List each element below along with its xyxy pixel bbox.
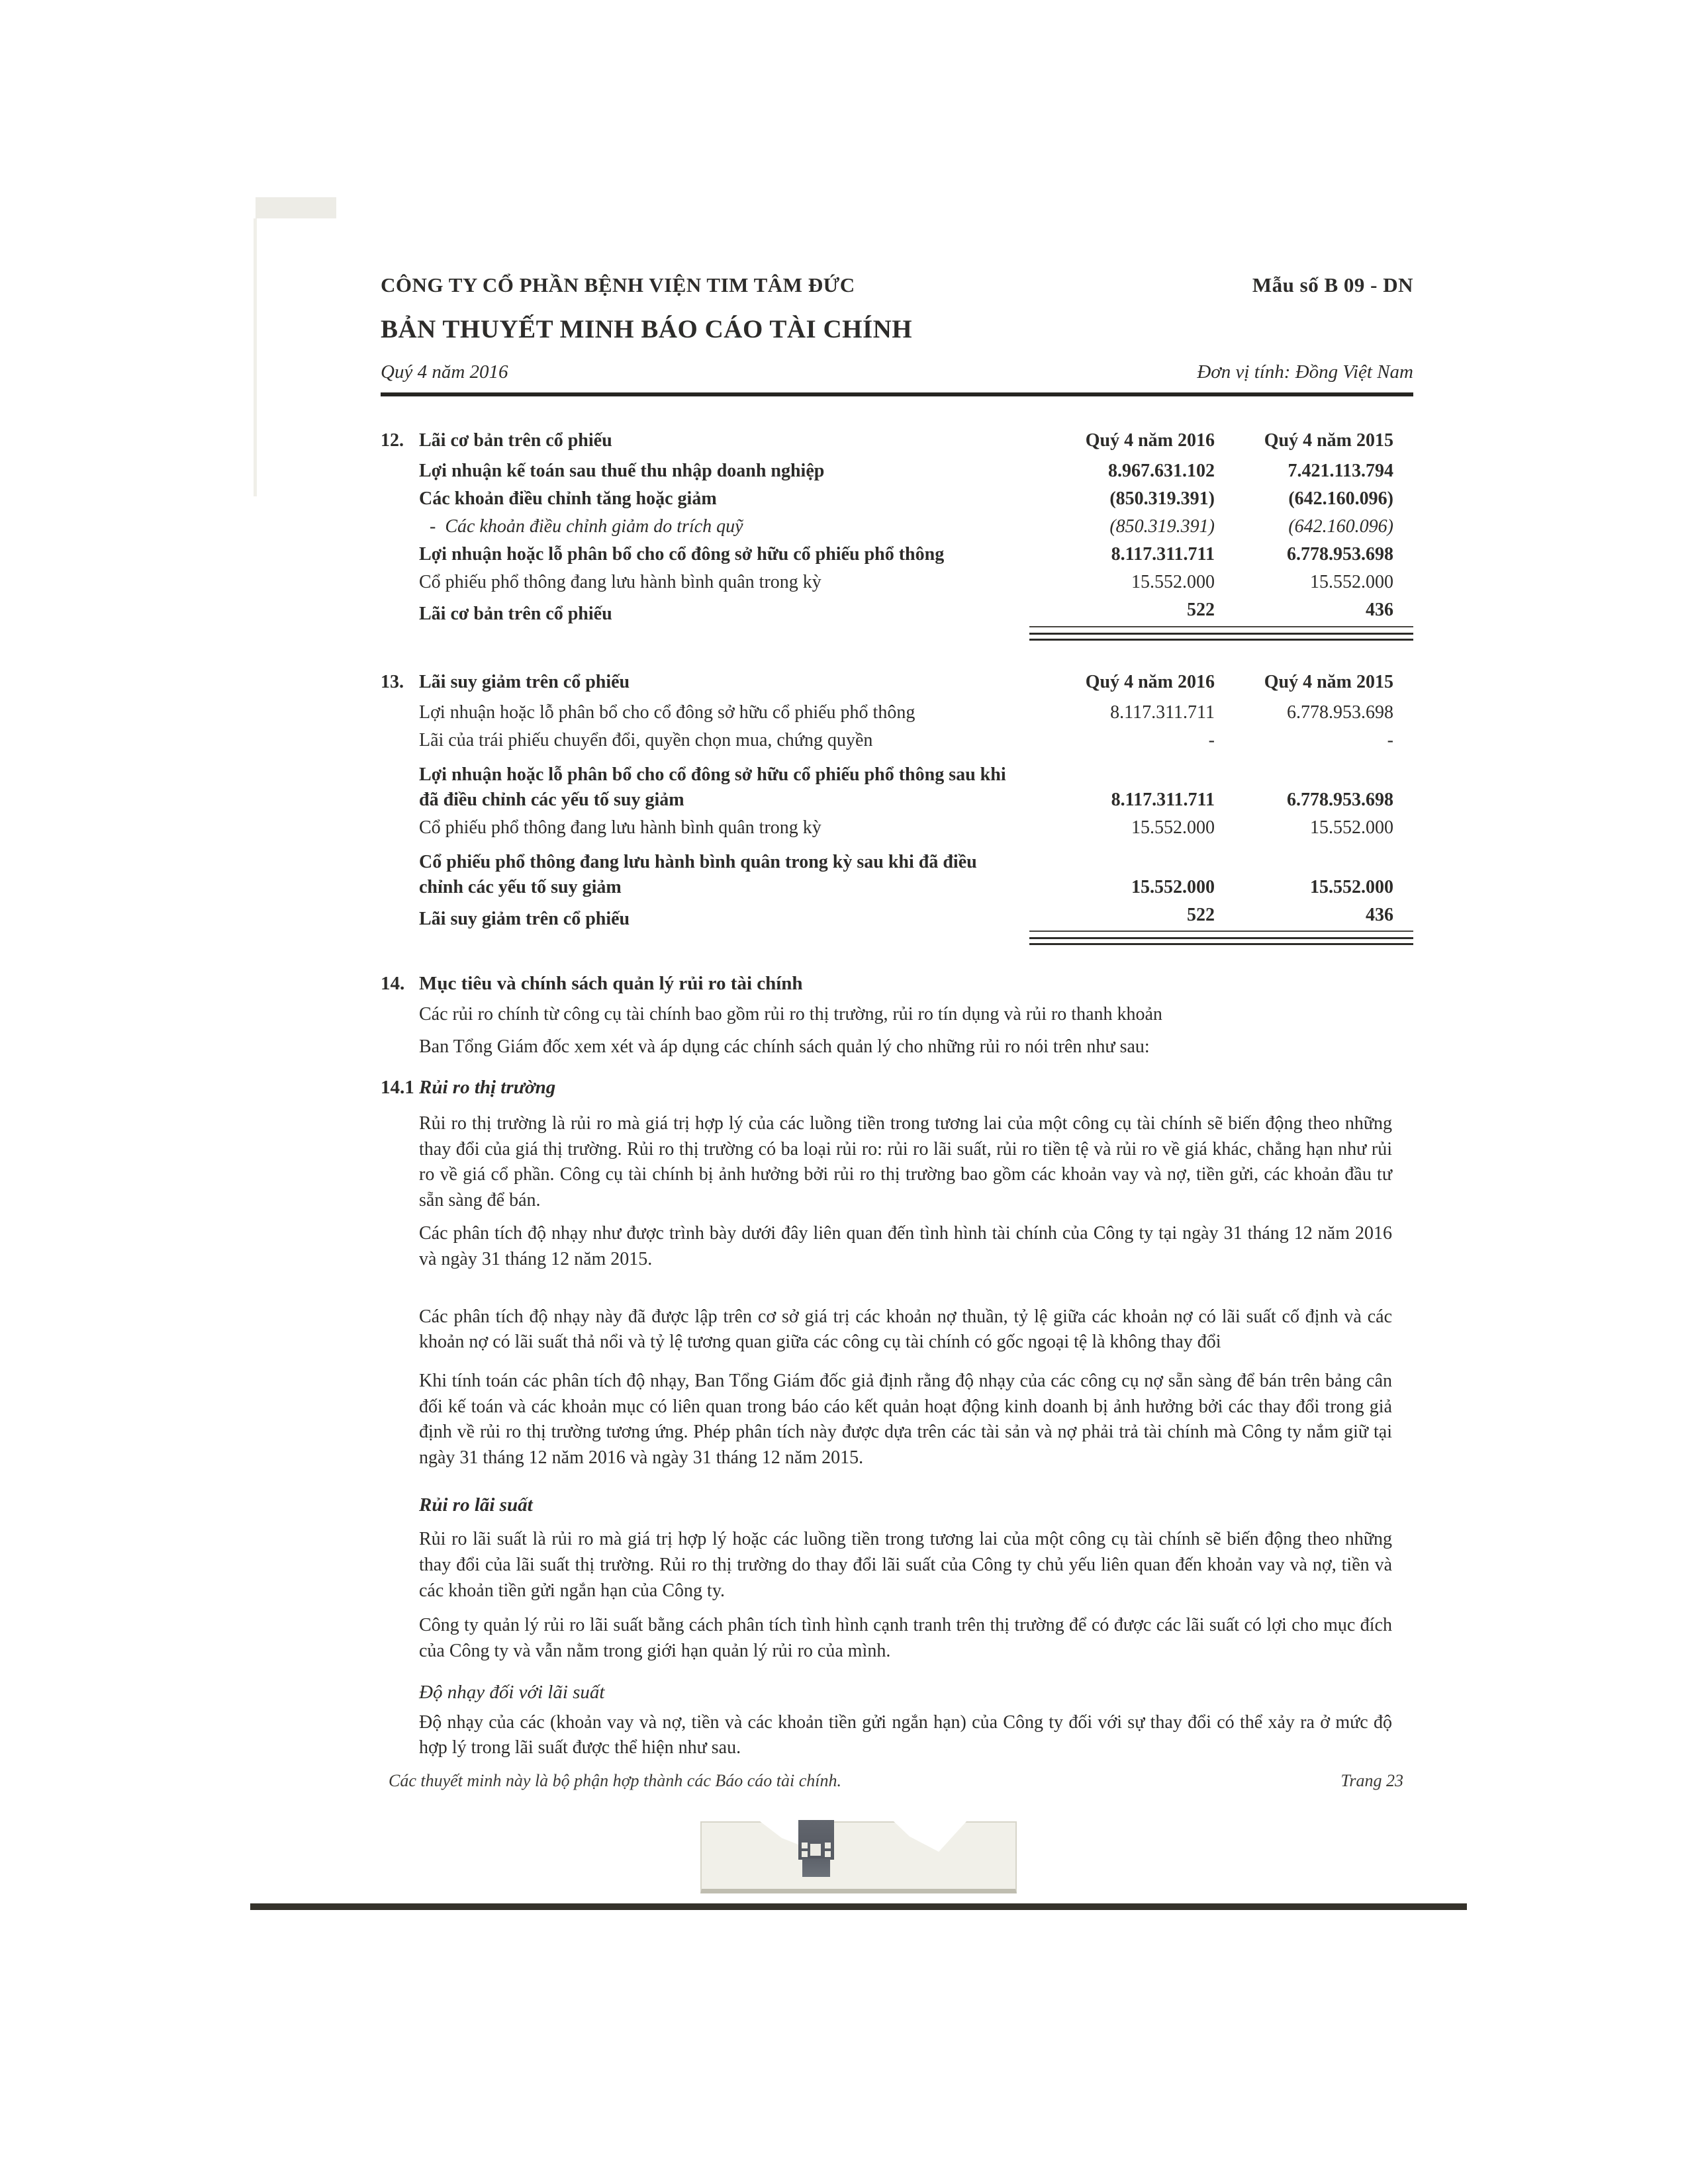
value-2016: 15.552.000: [1131, 877, 1215, 898]
paragraph: Rủi ro lãi suất là rủi ro mà giá trị hợp lý hoặc các luồng tiền trong tương lai của một công cụ tài chính sẽ biến động theo những thay đổi của lãi suất thị trường. Rủi ro thị trường do thay đổi lãi suất của Công ty chủ yếu liên quan đến khoản vay và nợ, tiền và các khoản tiền gửi ngắn hạn của Công ty.: [419, 1529, 1392, 1601]
value-2015: (642.160.096): [1288, 516, 1393, 537]
value-2016: 15.552.000: [1131, 817, 1215, 838]
row-label: - Các khoản điều chỉnh giảm do trích quỹ: [430, 516, 743, 537]
company-name: CÔNG TY CỔ PHẦN BỆNH VIỆN TIM TÂM ĐỨC: [381, 273, 855, 296]
value-2015: 436: [1215, 598, 1413, 627]
value-2016: 8.117.311.711: [1111, 789, 1215, 810]
paper-edge-shadow: [254, 218, 257, 496]
header-bottom-row: [381, 361, 1413, 392]
form-number: Mẫu số B 09 - DN: [1252, 273, 1413, 296]
value-2016: -: [1208, 729, 1215, 751]
column-header-2015: Quý 4 năm 2015: [1264, 430, 1393, 451]
value-2016: 522: [1029, 598, 1215, 627]
section-title: Mục tiêu và chính sách quản lý rủi ro tài chính: [419, 973, 803, 995]
binder-clip-scan-artifact: [700, 1821, 1017, 1893]
value-2016: 8.117.311.711: [1111, 544, 1215, 565]
row-label: Cổ phiếu phổ thông đang lưu hành bình quân trong kỳ: [419, 817, 821, 838]
spacer: [381, 633, 1029, 641]
table-total-row: [381, 903, 1413, 932]
table-total-row: [381, 598, 1413, 627]
document-header: [381, 273, 1413, 396]
header-top-row: [381, 273, 1413, 297]
table-row: [381, 486, 1413, 512]
table-row: [381, 728, 1413, 753]
section-number: 12.: [381, 430, 404, 451]
row-label: Lợi nhuận hoặc lỗ phân bổ cho cổ đông sở hữu cổ phiếu phổ thông: [419, 544, 945, 565]
row-label: Cổ phiếu phổ thông đang lưu hành bình quân trong kỳ sau khi đã điều chỉnh các yếu tố suy giảm: [419, 852, 977, 898]
paragraph: Độ nhạy của các (khoản vay và nợ, tiền và các khoản tiền gửi ngắn hạn) của Công ty đối với sự thay đổi có thể xảy ra ở mức độ hợp lý trong lãi suất được thể hiện như sau.: [419, 1711, 1392, 1758]
column-header-2015: Quý 4 năm 2015: [1264, 671, 1393, 692]
section-13-header: [381, 670, 1413, 695]
value-2016: 8.967.631.102: [1108, 461, 1215, 482]
footer-note: Các thuyết minh này là bộ phận hợp thành các Báo cáo tài chính.: [389, 1771, 841, 1790]
total-rule-row: [381, 633, 1413, 641]
subsection-title: Rủi ro thị trường: [419, 1077, 556, 1099]
row-label: Lợi nhuận hoặc lỗ phân bổ cho cổ đông sở hữu cổ phiếu phổ thông: [419, 702, 915, 723]
value-2015: 15.552.000: [1310, 877, 1393, 898]
section-14-header: [381, 972, 1413, 997]
paragraph: Các rủi ro chính từ công cụ tài chính bao gồm rủi ro thị trường, rủi ro tín dụng và rủi ro thanh khoản: [419, 1003, 1162, 1024]
interest-rate-sensitivity-heading: Độ nhạy đối với lãi suất: [419, 1681, 605, 1703]
row-label: Lợi nhuận kế toán sau thuế thu nhập doanh nghiệp: [419, 461, 825, 482]
row-label: Cổ phiếu phổ thông đang lưu hành bình quân trong kỳ: [419, 572, 821, 593]
value-2015: 436: [1215, 903, 1413, 932]
total-rule-row: [381, 937, 1413, 945]
row-label: Lãi của trái phiếu chuyển đổi, quyền chọn mua, chứng quyền: [419, 729, 873, 751]
paragraph: Các phân tích độ nhạy này đã được lập trên cơ sở giá trị các khoản nợ thuần, tỷ lệ giữa các khoản nợ có lãi suất cố định và các khoản nợ có lãi suất thả nổi và tỷ lệ tương quan giữa các công cụ tài chính có gốc ngoại tệ là không thay đổi: [419, 1306, 1392, 1353]
double-rule: [1215, 633, 1413, 641]
section-12-basic-eps: [381, 428, 1413, 641]
binder-clip-tail: [802, 1858, 830, 1877]
paragraph: Ban Tổng Giám đốc xem xét và áp dụng các chính sách quản lý cho những rủi ro nói trên như sau:: [419, 1036, 1150, 1057]
table-row: [381, 700, 1413, 725]
paragraph: Rủi ro thị trường là rủi ro mà giá trị hợp lý của các luồng tiền trong tương lai của một công cụ tài chính sẽ biến động theo những thay đổi của giá thị trường. Rủi ro thị trường có ba loại rủi ro: rủi ro lãi suất, rủi ro tiền tệ và rủi ro về giá khác, chẳng hạn như rủi ro về giá cổ phần. Công cụ tài chính bị ảnh hưởng bởi rủi ro thị trường bao gồm các khoản vay và nợ, tiền gửi, các khoản đầu tư sẵn sàng để bán.: [419, 1113, 1392, 1210]
subsection-14-1-header: [381, 1075, 1413, 1101]
interest-rate-risk-heading: Rủi ro lãi suất: [419, 1494, 533, 1516]
value-2015: -: [1387, 729, 1393, 751]
double-rule: [1029, 633, 1215, 641]
column-header-2016: Quý 4 năm 2016: [1085, 430, 1215, 451]
row-label: Lãi cơ bản trên cổ phiếu: [419, 604, 612, 625]
section-title: Lãi suy giảm trên cổ phiếu: [419, 671, 630, 692]
paragraph: Các phân tích độ nhạy như được trình bày dưới đây liên quan đến tình hình tài chính của Công ty tại ngày 31 tháng 12 năm 2016 và ngày 31 tháng 12 năm 2015.: [419, 1223, 1392, 1269]
page-number: Trang 23: [1340, 1771, 1403, 1790]
table-row: [381, 850, 1413, 900]
value-2015: (642.160.096): [1288, 488, 1393, 510]
value-2015: 7.421.113.794: [1288, 461, 1393, 482]
section-number: 13.: [381, 671, 404, 692]
value-2015: 6.778.953.698: [1287, 702, 1393, 723]
scan-smudge: [256, 197, 336, 218]
value-2016: 15.552.000: [1131, 572, 1215, 593]
scanner-edge-bar: [250, 1903, 1467, 1910]
page-footer: [389, 1771, 1403, 1791]
row-label: Lợi nhuận hoặc lỗ phân bổ cho cổ đông sở hữu cổ phiếu phổ thông sau khi đã điều chỉnh các yếu tố suy giảm: [419, 764, 1006, 810]
table-row: [381, 542, 1413, 567]
double-rule: [1215, 937, 1413, 945]
table-row: [381, 514, 1413, 539]
section-title: Lãi cơ bản trên cổ phiếu: [419, 430, 612, 451]
value-2016: (850.319.391): [1109, 516, 1215, 537]
table-row: [381, 762, 1413, 813]
table-row: [381, 459, 1413, 484]
currency-unit: Đơn vị tính: Đồng Việt Nam: [1197, 361, 1413, 383]
binder-clip-icon: [798, 1820, 834, 1860]
paper-notch: [894, 1821, 966, 1852]
spacer: [381, 937, 1029, 945]
table-row: [381, 570, 1413, 595]
section-13-diluted-eps: [381, 670, 1413, 946]
report-period: Quý 4 năm 2016: [381, 361, 508, 383]
value-2015: 6.778.953.698: [1287, 789, 1393, 810]
paragraph: Khi tính toán các phân tích độ nhạy, Ban Tổng Giám đốc giả định rằng độ nhạy của các công cụ nợ sẵn sàng để bán trên bảng cân đối kế toán và các khoản mục có liên quan trong báo cáo kết quản hoạt động kinh doanh bị ảnh hưởng bởi các thay đổi trong giả định về rủi ro thị trường tương ứng. Phép phân tích này được dựa trên các tài sản và nợ phải trả tài chính mà Công ty nắm giữ tại ngày 31 tháng 12 năm 2016 và ngày 31 tháng 12 năm 2015.: [419, 1370, 1392, 1468]
page-content: [381, 273, 1413, 1761]
subsection-number: 14.1: [381, 1077, 414, 1099]
value-2016: (850.319.391): [1109, 488, 1215, 510]
report-title: BẢN THUYẾT MINH BÁO CÁO TÀI CHÍNH: [381, 315, 913, 343]
column-header-2016: Quý 4 năm 2016: [1085, 671, 1215, 692]
value-2015: 15.552.000: [1310, 572, 1393, 593]
section-12-header: [381, 428, 1413, 453]
value-2016: 8.117.311.711: [1110, 702, 1215, 723]
row-label: Lãi suy giảm trên cổ phiếu: [419, 909, 630, 930]
value-2015: 15.552.000: [1310, 817, 1393, 838]
row-label: Các khoản điều chỉnh tăng hoặc giảm: [419, 488, 717, 510]
value-2015: 6.778.953.698: [1287, 544, 1393, 565]
paragraph: Công ty quản lý rủi ro lãi suất bằng cách phân tích tình hình cạnh tranh trên thị trường để có được các lãi suất có lợi cho mục đích của Công ty và vẫn nằm trong giới hạn quản lý rủi ro của mình.: [419, 1615, 1392, 1661]
table-row: [381, 815, 1413, 841]
section-number: 14.: [381, 973, 405, 995]
value-2016: 522: [1029, 903, 1215, 932]
double-rule: [1029, 937, 1215, 945]
